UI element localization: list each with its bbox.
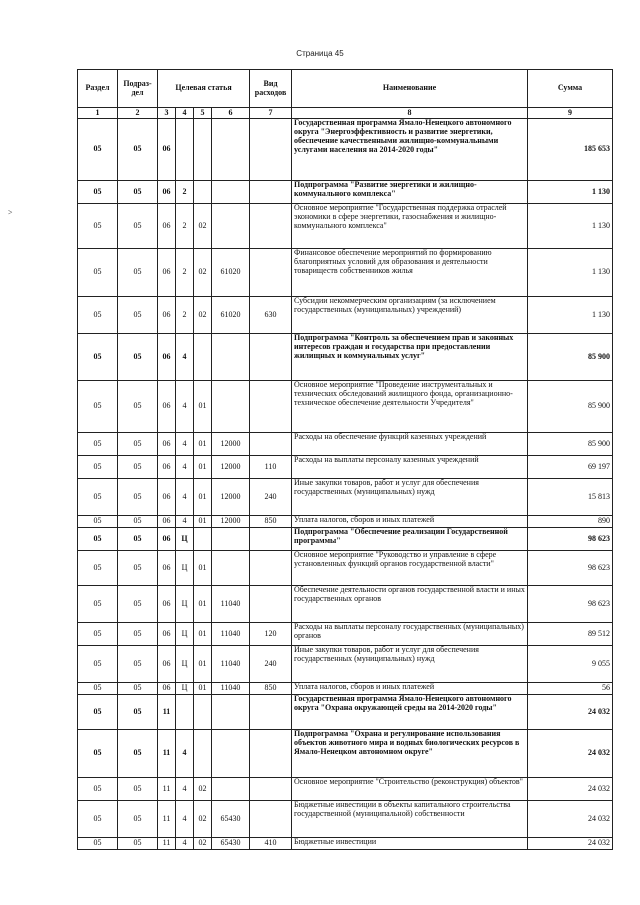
col-header-section: Раздел	[78, 70, 118, 108]
subsection-code: 05	[118, 516, 158, 528]
column-number: 4	[176, 108, 194, 119]
target-code-part	[194, 119, 212, 181]
row-sum: 98 623	[528, 586, 613, 623]
expense-type-code	[250, 695, 292, 730]
target-code-part: 11040	[212, 586, 250, 623]
row-name: Основное мероприятие "Проведение инструментальных и технических обследований жилищного фонда, организационно-техническое обеспечение деятельности Учредителя"	[292, 381, 528, 433]
target-code-part	[212, 204, 250, 249]
section-code: 05	[78, 479, 118, 516]
target-code-part: 02	[194, 778, 212, 801]
row-name: Бюджетные инвестиции	[292, 838, 528, 850]
target-code-part: 11	[158, 838, 176, 850]
row-name: Бюджетные инвестиции в объекты капитального строительства государственной (муниципальной) собственности	[292, 801, 528, 838]
table-row	[78, 479, 613, 516]
subsection-code: 05	[118, 249, 158, 297]
section-code: 05	[78, 683, 118, 695]
target-code-part: 01	[194, 551, 212, 586]
target-code-part: 01	[194, 586, 212, 623]
target-code-part: 11040	[212, 623, 250, 646]
header-row	[78, 70, 613, 108]
row-name: Государственная программа Ямало-Ненецкого автономного округа "Энергоэффективность и развитие энергетики, обеспечение качественными жилищно-коммунальными услугами населения на 2014-2020 годы"	[292, 119, 528, 181]
target-code-part	[212, 334, 250, 381]
row-sum: 15 813	[528, 479, 613, 516]
row-name: Иные закупки товаров, работ и услуг для обеспечения государственных (муниципальных) нужд	[292, 646, 528, 683]
section-code: 05	[78, 586, 118, 623]
table-row	[78, 204, 613, 249]
column-number: 9	[528, 108, 613, 119]
target-code-part: 01	[194, 646, 212, 683]
target-code-part	[212, 551, 250, 586]
table-row	[78, 516, 613, 528]
row-name: Финансовое обеспечение мероприятий по формированию благоприятных условий для образования и деятельности товариществ собственников жилья	[292, 249, 528, 297]
row-name: Расходы на выплаты персоналу государственных (муниципальных) органов	[292, 623, 528, 646]
page-header: Страница 45	[296, 49, 344, 58]
column-number: 5	[194, 108, 212, 119]
table-row	[78, 181, 613, 204]
subsection-code: 05	[118, 801, 158, 838]
target-code-part: 06	[158, 586, 176, 623]
target-code-part: 01	[194, 381, 212, 433]
section-code: 05	[78, 838, 118, 850]
column-number-row	[78, 108, 613, 119]
target-code-part: Ц	[176, 623, 194, 646]
target-code-part: 02	[194, 838, 212, 850]
expense-type-code	[250, 433, 292, 456]
section-code: 05	[78, 433, 118, 456]
table-row	[78, 334, 613, 381]
col-header-sum: Сумма	[528, 70, 613, 108]
row-sum: 98 623	[528, 551, 613, 586]
target-code-part: Ц	[176, 646, 194, 683]
table-row	[78, 433, 613, 456]
expense-type-code: 850	[250, 516, 292, 528]
expense-type-code	[250, 119, 292, 181]
target-code-part: 01	[194, 456, 212, 479]
table-row	[78, 730, 613, 778]
target-code-part: 01	[194, 516, 212, 528]
subsection-code: 05	[118, 119, 158, 181]
col-header-subsection: Подраз- дел	[118, 70, 158, 108]
target-code-part: 02	[194, 249, 212, 297]
target-code-part: 11	[158, 695, 176, 730]
expense-type-code	[250, 181, 292, 204]
target-code-part: 06	[158, 528, 176, 551]
subsection-code: 05	[118, 433, 158, 456]
target-code-part	[212, 778, 250, 801]
row-name: Уплата налогов, сборов и иных платежей	[292, 516, 528, 528]
section-code: 05	[78, 801, 118, 838]
row-sum: 890	[528, 516, 613, 528]
target-code-part: 4	[176, 801, 194, 838]
subsection-code: 05	[118, 730, 158, 778]
expense-type-code	[250, 730, 292, 778]
col-header-target-item: Целевая статья	[158, 70, 250, 108]
target-code-part	[194, 181, 212, 204]
expense-type-code: 410	[250, 838, 292, 850]
target-code-part: 02	[194, 297, 212, 334]
target-code-part	[194, 528, 212, 551]
target-code-part	[176, 119, 194, 181]
expense-type-code	[250, 528, 292, 551]
subsection-code: 05	[118, 623, 158, 646]
column-number: 7	[250, 108, 292, 119]
target-code-part: 06	[158, 334, 176, 381]
row-name: Подпрограмма "Обеспечение реализации Государственной программы"	[292, 528, 528, 551]
subsection-code: 05	[118, 297, 158, 334]
target-code-part: 06	[158, 623, 176, 646]
expense-type-code	[250, 204, 292, 249]
expense-type-code	[250, 249, 292, 297]
target-code-part: 06	[158, 297, 176, 334]
row-sum: 24 032	[528, 801, 613, 838]
subsection-code: 05	[118, 528, 158, 551]
section-code: 05	[78, 119, 118, 181]
section-code: 05	[78, 778, 118, 801]
row-sum: 1 130	[528, 204, 613, 249]
target-code-part: 11040	[212, 646, 250, 683]
target-code-part: 4	[176, 433, 194, 456]
row-name: Подпрограмма "Охрана и регулирование использования объектов животного мира и водных биологических ресурсов в Ямало-Ненецком автономном округе"	[292, 730, 528, 778]
target-code-part	[176, 695, 194, 730]
target-code-part: 4	[176, 479, 194, 516]
row-sum: 1 130	[528, 297, 613, 334]
target-code-part: 06	[158, 456, 176, 479]
section-code: 05	[78, 623, 118, 646]
target-code-part: 4	[176, 778, 194, 801]
target-code-part: Ц	[176, 586, 194, 623]
row-name: Основное мероприятие "Строительство (реконструкция) объектов"	[292, 778, 528, 801]
row-name: Основное мероприятие "Государственная поддержка отраслей экономики в сфере энергетики, газоснабжения и жилищно-коммунального комплекса"	[292, 204, 528, 249]
expense-type-code	[250, 778, 292, 801]
row-name: Обеспечение деятельности органов государственной власти и иных государственных органов	[292, 586, 528, 623]
subsection-code: 05	[118, 646, 158, 683]
target-code-part: Ц	[176, 551, 194, 586]
table-row	[78, 381, 613, 433]
target-code-part: 06	[158, 181, 176, 204]
expense-type-code	[250, 381, 292, 433]
target-code-part: 12000	[212, 456, 250, 479]
target-code-part: 06	[158, 479, 176, 516]
row-sum: 85 900	[528, 334, 613, 381]
target-code-part: 06	[158, 119, 176, 181]
target-code-part: 01	[194, 479, 212, 516]
table-row	[78, 778, 613, 801]
row-sum: 69 197	[528, 456, 613, 479]
target-code-part: 11040	[212, 683, 250, 695]
target-code-part: 01	[194, 623, 212, 646]
target-code-part: 11	[158, 730, 176, 778]
target-code-part	[194, 695, 212, 730]
target-code-part: 02	[194, 801, 212, 838]
subsection-code: 05	[118, 479, 158, 516]
col-header-expense-type: Вид расходов	[250, 70, 292, 108]
row-name: Субсидии некоммерческим организациям (за исключением государственных (муниципальных) учреждений)	[292, 297, 528, 334]
target-code-part	[194, 334, 212, 381]
target-code-part: 4	[176, 516, 194, 528]
row-name: Государственная программа Ямало-Ненецкого автономного округа "Охрана окружающей среды на 2014-2020 годы"	[292, 695, 528, 730]
target-code-part: 4	[176, 334, 194, 381]
target-code-part: 12000	[212, 516, 250, 528]
section-code: 05	[78, 646, 118, 683]
column-number: 2	[118, 108, 158, 119]
target-code-part	[212, 695, 250, 730]
table-row	[78, 683, 613, 695]
subsection-code: 05	[118, 204, 158, 249]
target-code-part: 4	[176, 730, 194, 778]
row-sum: 24 032	[528, 838, 613, 850]
section-code: 05	[78, 695, 118, 730]
target-code-part: 61020	[212, 297, 250, 334]
expense-type-code: 630	[250, 297, 292, 334]
target-code-part: 06	[158, 381, 176, 433]
table-row	[78, 119, 613, 181]
row-sum: 24 032	[528, 730, 613, 778]
section-code: 05	[78, 456, 118, 479]
column-number: 6	[212, 108, 250, 119]
target-code-part: 65430	[212, 838, 250, 850]
expense-type-code	[250, 551, 292, 586]
row-sum: 24 032	[528, 778, 613, 801]
budget-table	[77, 69, 613, 850]
expense-type-code: 120	[250, 623, 292, 646]
target-code-part: 4	[176, 456, 194, 479]
target-code-part: 12000	[212, 479, 250, 516]
target-code-part	[212, 528, 250, 551]
margin-mark: >	[8, 208, 13, 217]
section-code: 05	[78, 528, 118, 551]
section-code: 05	[78, 249, 118, 297]
target-code-part	[212, 381, 250, 433]
subsection-code: 05	[118, 695, 158, 730]
row-sum: 24 032	[528, 695, 613, 730]
section-code: 05	[78, 181, 118, 204]
target-code-part: 06	[158, 551, 176, 586]
row-name: Подпрограмма "Развитие энергетики и жилищно-коммунального комплекса"	[292, 181, 528, 204]
table-row	[78, 297, 613, 334]
row-sum: 89 512	[528, 623, 613, 646]
expense-type-code	[250, 586, 292, 623]
target-code-part: 11	[158, 778, 176, 801]
target-code-part: 02	[194, 204, 212, 249]
target-code-part: 2	[176, 249, 194, 297]
target-code-part	[212, 119, 250, 181]
target-code-part: 01	[194, 433, 212, 456]
section-code: 05	[78, 730, 118, 778]
target-code-part: 2	[176, 181, 194, 204]
target-code-part: 06	[158, 683, 176, 695]
section-code: 05	[78, 334, 118, 381]
row-sum: 98 623	[528, 528, 613, 551]
subsection-code: 05	[118, 838, 158, 850]
target-code-part: 2	[176, 204, 194, 249]
subsection-code: 05	[118, 181, 158, 204]
subsection-code: 05	[118, 778, 158, 801]
table-row	[78, 646, 613, 683]
table-row	[78, 456, 613, 479]
row-name: Уплата налогов, сборов и иных платежей	[292, 683, 528, 695]
section-code: 05	[78, 551, 118, 586]
column-number: 1	[78, 108, 118, 119]
row-sum: 85 900	[528, 381, 613, 433]
row-sum: 9 055	[528, 646, 613, 683]
target-code-part: Ц	[176, 528, 194, 551]
table-row	[78, 551, 613, 586]
target-code-part: 06	[158, 249, 176, 297]
target-code-part: Ц	[176, 683, 194, 695]
subsection-code: 05	[118, 334, 158, 381]
target-code-part: 06	[158, 204, 176, 249]
expense-type-code: 240	[250, 646, 292, 683]
table-row	[78, 838, 613, 850]
expense-type-code	[250, 334, 292, 381]
target-code-part: 4	[176, 381, 194, 433]
section-code: 05	[78, 297, 118, 334]
table-row	[78, 801, 613, 838]
row-name: Основное мероприятие "Руководство и управление в сфере установленных функций органов государственной власти"	[292, 551, 528, 586]
target-code-part: 06	[158, 646, 176, 683]
table-row	[78, 586, 613, 623]
table-row	[78, 695, 613, 730]
target-code-part	[212, 181, 250, 204]
row-name: Расходы на обеспечение функций казенных учреждений	[292, 433, 528, 456]
expense-type-code: 110	[250, 456, 292, 479]
subsection-code: 05	[118, 586, 158, 623]
expense-type-code	[250, 801, 292, 838]
row-sum: 85 900	[528, 433, 613, 456]
table-row	[78, 249, 613, 297]
row-sum: 1 130	[528, 181, 613, 204]
expense-type-code: 850	[250, 683, 292, 695]
section-code: 05	[78, 204, 118, 249]
target-code-part	[194, 730, 212, 778]
column-number: 8	[292, 108, 528, 119]
section-code: 05	[78, 516, 118, 528]
table-row	[78, 623, 613, 646]
section-code: 05	[78, 381, 118, 433]
subsection-code: 05	[118, 381, 158, 433]
target-code-part: 12000	[212, 433, 250, 456]
row-sum: 1 130	[528, 249, 613, 297]
target-code-part	[212, 730, 250, 778]
target-code-part: 01	[194, 683, 212, 695]
subsection-code: 05	[118, 456, 158, 479]
subsection-code: 05	[118, 551, 158, 586]
target-code-part: 61020	[212, 249, 250, 297]
table-row	[78, 528, 613, 551]
target-code-part: 65430	[212, 801, 250, 838]
row-name: Иные закупки товаров, работ и услуг для обеспечения государственных (муниципальных) нужд	[292, 479, 528, 516]
target-code-part: 11	[158, 801, 176, 838]
row-name: Расходы на выплаты персоналу казенных учреждений	[292, 456, 528, 479]
col-header-name: Наименование	[292, 70, 528, 108]
row-sum: 56	[528, 683, 613, 695]
target-code-part: 06	[158, 516, 176, 528]
subsection-code: 05	[118, 683, 158, 695]
row-name: Подпрограмма "Контроль за обеспечением прав и законных интересов граждан и государства при предоставлении жилищных и коммунальных услуг"	[292, 334, 528, 381]
target-code-part: 06	[158, 433, 176, 456]
column-number: 3	[158, 108, 176, 119]
row-sum: 185 653	[528, 119, 613, 181]
expense-type-code: 240	[250, 479, 292, 516]
target-code-part: 2	[176, 297, 194, 334]
target-code-part: 4	[176, 838, 194, 850]
